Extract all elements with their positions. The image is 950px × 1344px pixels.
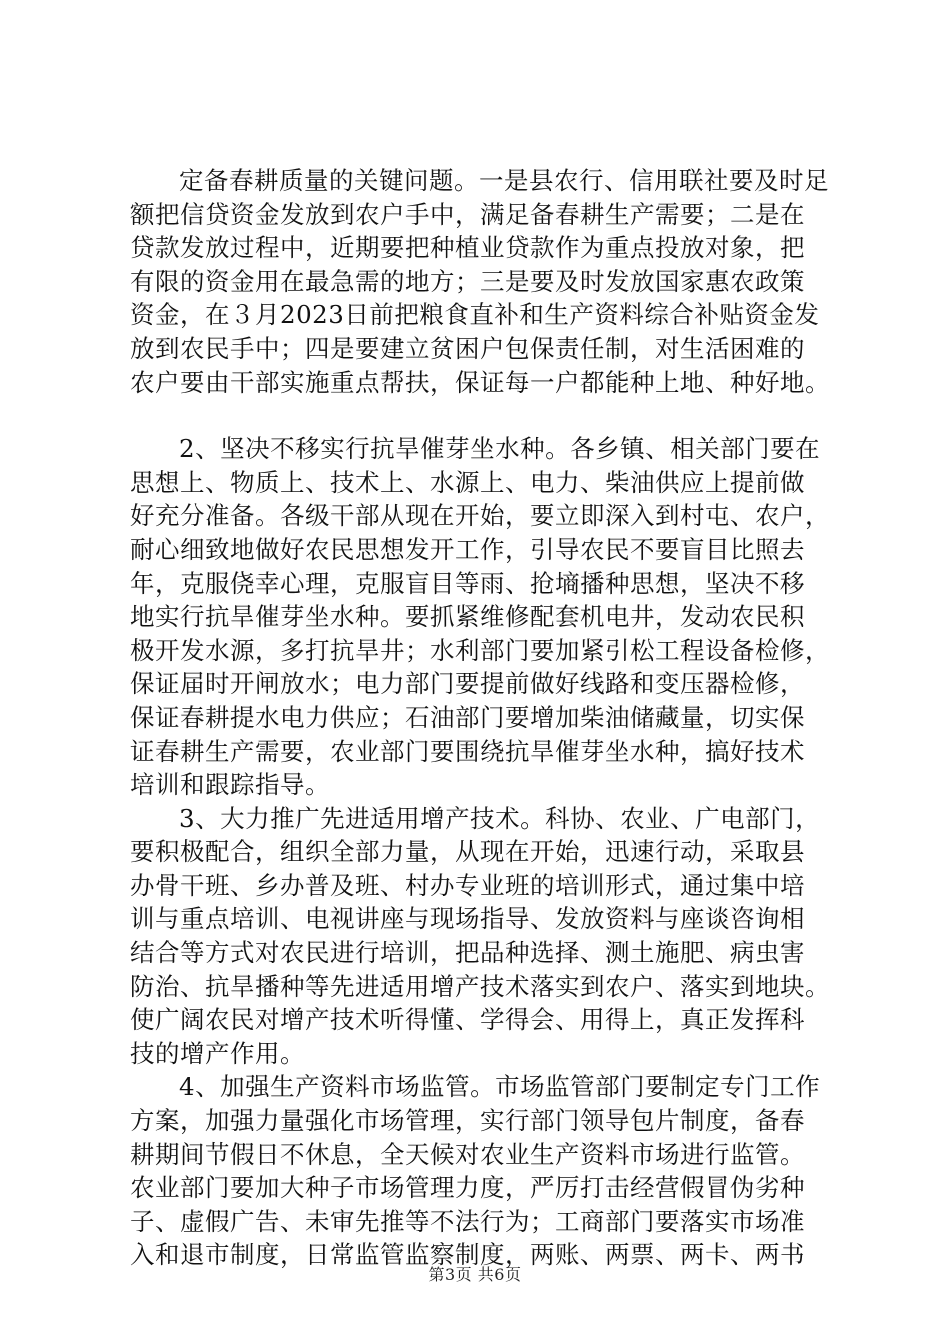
text-line: 方案，加强力量强化市场管理，实行部门领导包片制度，备春 [130,1106,805,1136]
text-line: 思想上、物质上、技术上、水源上、电力、柴油供应上提前做 [130,467,805,497]
paragraph-market-supervision [130,1070,830,1272]
text-line: 保证春耕提水电力供应；石油部门要增加柴油储藏量，切实保 [130,702,805,732]
text-line: 要积极配合，组织全部力量，从现在开始，迅速行动，采取县 [130,837,805,867]
text-line: 4、加强生产资料市场监管。市场监管部门要制定专门工作 [179,1072,821,1102]
paragraph-funding [130,164,830,399]
text-line: 地实行抗旱催芽坐水种。要抓紧维修配套机电井，发动农民积 [130,602,805,632]
text-line: 训与重点培训、电视讲座与现场指导、发放资料与座谈咨询相 [130,904,805,934]
text-line: 极开发水源，多打抗旱井；水利部门要加紧引松工程设备检修， [130,635,830,665]
text-line: 农户要由干部实施重点帮扶，保证每一户都能种上地、种好地。 [130,367,830,397]
page-number-footer: 第3页 共6页 [428,1265,522,1284]
paragraph-drought-sowing [130,432,830,802]
document-body [130,164,830,1272]
text-line: 有限的资金用在最急需的地方；三是要及时发放国家惠农政策 [130,266,805,296]
text-line: 额把信贷资金发放到农户手中，满足备春耕生产需要；二是在 [130,199,805,229]
text-line: 资金，在３月2023日前把粮食直补和生产资料综合补贴资金发 [130,300,820,330]
text-line: 保证届时开闸放水；电力部门要提前做好线路和变压器检修， [130,669,805,699]
text-line: 放到农民手中；四是要建立贫困户包保责任制，对生活困难的 [130,333,805,363]
text-line: 技的增产作用。 [130,1038,305,1068]
text-line: 办骨干班、乡办普及班、村办专业班的培训形式，通过集中培 [130,870,805,900]
text-line: 培训和跟踪指导。 [130,770,330,800]
text-line: 3、大力推广先进适用增产技术。科协、农业、广电部门， [179,803,821,833]
text-line: 证春耕生产需要，农业部门要围绕抗旱催芽坐水种，搞好技术 [130,736,805,766]
text-line: 耕期间节假日不休息，全天候对农业生产资料市场进行监管。 [130,1139,805,1169]
text-line: 2、坚决不移实行抗旱催芽坐水种。各乡镇、相关部门要在 [179,434,821,464]
paragraph-technology [130,802,830,1071]
text-line: 好充分准备。各级干部从现在开始，要立即深入到村屯、农户， [130,501,830,531]
text-line: 定备春耕质量的关键问题。一是县农行、信用联社要及时足 [179,166,829,195]
text-line: 农业部门要加大种子市场管理力度，严厉打击经营假冒伪劣种 [130,1173,805,1203]
text-line: 耐心细致地做好农民思想发开工作，引导农民不要盲目比照去 [130,534,805,564]
paragraph-spacer [130,399,830,432]
text-line: 防治、抗旱播种等先进适用增产技术落实到农户、落实到地块。 [130,971,830,1001]
text-line: 子、虚假广告、未审先推等不法行为；工商部门要落实市场准 [130,1206,805,1236]
text-line: 结合等方式对农民进行培训，把品种选择、测土施肥、病虫害 [130,938,805,968]
text-line: 贷款发放过程中，近期要把种植业贷款作为重点投放对象，把 [130,233,805,263]
text-line: 入和退市制度，日常监管监察制度，两账、两票、两卡、两书 [130,1240,805,1270]
text-line: 使广阔农民对增产技术听得懂、学得会、用得上，真正发挥科 [130,1005,805,1035]
text-line: 年，克服侥幸心理，克服盲目等雨、抢墒播种思想，坚决不移 [130,568,805,598]
